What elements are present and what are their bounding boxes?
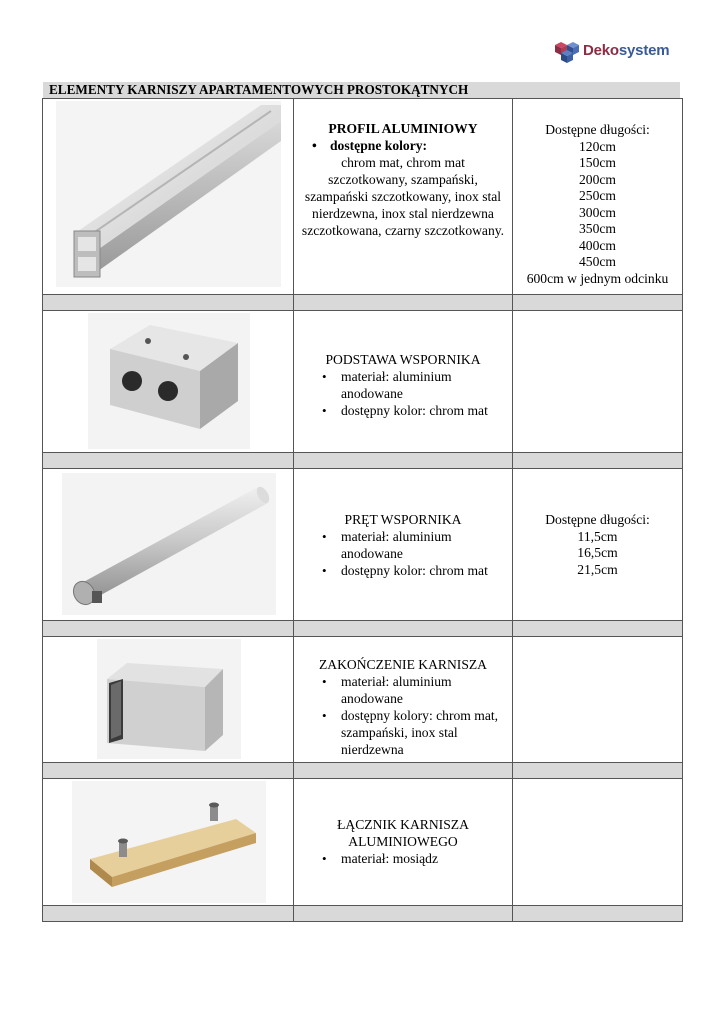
separator-row xyxy=(43,906,683,922)
product-image-cell xyxy=(43,99,294,295)
lengths-cell-empty xyxy=(513,779,683,906)
product-image-cell xyxy=(43,637,294,763)
table-row xyxy=(43,311,683,453)
product-image-cell xyxy=(43,469,294,621)
dekosystem-logo xyxy=(553,34,683,66)
feature-list xyxy=(294,673,512,758)
length-value: 350cm xyxy=(579,221,616,236)
table-row xyxy=(43,99,683,295)
aluminium-profile-image xyxy=(56,101,281,287)
separator-row xyxy=(43,763,683,779)
lengths-cell xyxy=(513,469,683,621)
feature-item: • dostępny kolor: chrom mat xyxy=(294,402,512,419)
lengths-title: Dostępne długości: xyxy=(545,122,650,137)
length-value: 150cm xyxy=(579,155,616,170)
product-description-cell xyxy=(294,99,513,295)
separator-row xyxy=(43,453,683,469)
lengths-cell xyxy=(513,99,683,295)
product-name: PODSTAWA WSPORNIKA xyxy=(325,352,481,367)
length-value: 600cm w jednym odcinku xyxy=(526,270,669,286)
product-description-cell xyxy=(294,311,513,453)
feature-list xyxy=(294,528,512,579)
product-image-cell xyxy=(43,311,294,453)
bracket-base-image xyxy=(88,313,250,449)
feature-item: • materiał: aluminium anodowane xyxy=(294,528,512,562)
product-image-cell xyxy=(43,779,294,906)
logo-text: Dekosystem xyxy=(583,41,670,59)
feature-list xyxy=(294,850,512,867)
product-name: PROFIL ALUMINIOWY xyxy=(328,121,478,136)
feature-item: • dostępny kolor: chrom mat xyxy=(294,562,512,579)
product-description-cell xyxy=(294,637,513,763)
product-name: ZAKOŃCZENIE KARNISZA xyxy=(318,657,488,672)
product-name-line1: ŁĄCZNIK KARNISZA xyxy=(337,817,469,832)
cubes-logo-icon xyxy=(553,36,581,64)
length-value: 21,5cm xyxy=(577,561,618,577)
product-name-line2: ALUMINIOWEGO xyxy=(348,834,458,849)
length-value: 16,5cm xyxy=(577,545,618,560)
product-description-cell xyxy=(294,469,513,621)
feature-item: • materiał: mosiądz xyxy=(294,850,512,867)
curtain-connector-image xyxy=(72,781,266,903)
separator-row xyxy=(43,295,683,311)
length-value: 450cm xyxy=(579,254,616,269)
length-value: 11,5cm xyxy=(577,528,618,544)
table-row xyxy=(43,469,683,621)
length-value: 400cm xyxy=(579,237,616,253)
available-colors-text: chrom mat, chrom mat szczotkowany, szampański, szampański szczotkowany, inox stal nierdzewna, inox stal nierdzewna szczotkowana, czarny szczotkowany. xyxy=(301,155,505,238)
length-value: 120cm xyxy=(579,138,616,154)
lengths-cell-empty xyxy=(513,637,683,763)
length-value: 200cm xyxy=(579,171,616,187)
separator-row xyxy=(43,621,683,637)
product-description-cell xyxy=(294,779,513,906)
length-value: 300cm xyxy=(579,204,616,220)
product-table xyxy=(42,98,683,922)
table-row xyxy=(43,637,683,763)
table-row xyxy=(43,779,683,906)
feature-item: • materiał: aluminium anodowane xyxy=(294,673,512,707)
feature-item: • materiał: aluminium anodowane xyxy=(294,368,512,402)
lengths-title: Dostępne długości: xyxy=(545,512,650,527)
curtain-end-cap-image xyxy=(97,639,241,759)
product-name: PRĘT WSPORNIKA xyxy=(344,512,462,527)
feature-list xyxy=(294,368,512,419)
bullet-colors-label: • dostępne kolory: xyxy=(312,138,428,153)
length-value: 250cm xyxy=(579,188,616,203)
bracket-rod-image xyxy=(62,473,276,615)
lengths-cell-empty xyxy=(513,311,683,453)
feature-item: • dostępny kolory: chrom mat, szampański, inox stal nierdzewna xyxy=(294,707,512,758)
document-title: ELEMENTY KARNISZY APARTAMENTOWYCH PROSTOKĄTNYCH xyxy=(43,82,680,98)
